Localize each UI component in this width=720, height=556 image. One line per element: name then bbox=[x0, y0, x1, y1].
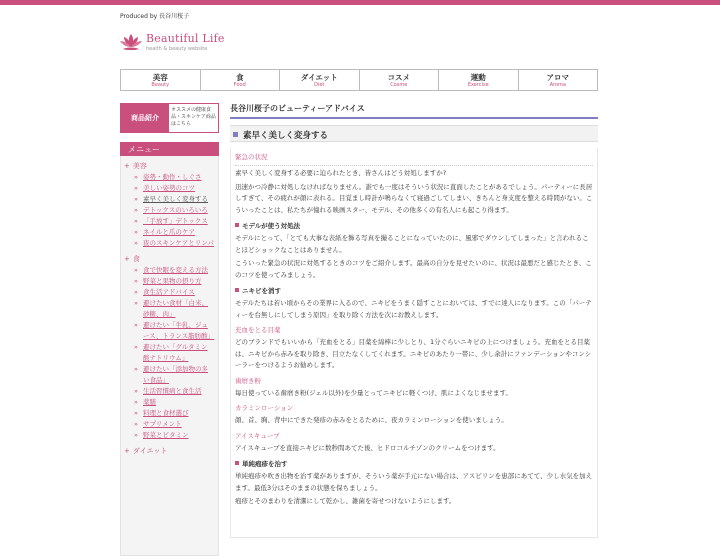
nav-label: 運動 bbox=[470, 73, 486, 82]
paragraph: 迅速かつ冷静に対処しなければなりません。誰でも一度はそういう状況に直面したことがあるでしょう。パーティーに長居しすぎて、その疲れが顔に表れる。目覚まし時計が鳴らなくて寝過ごしてしまい、きちんと身支度を整える時間がない。こういったことは、私たちが憧れる映画スター、モデル、その他多くの有名人にも起こり得ます。 bbox=[235, 182, 593, 214]
square-bullet-icon bbox=[235, 288, 239, 292]
paragraph: 顔、首、胸、背中にできた発疹の赤みをとるために、夜カラミンローションを使いましょう。 bbox=[235, 416, 508, 424]
subheading: 充血をとる目薬 bbox=[235, 326, 281, 334]
page-title: 長谷川桜子のビューティーアドバイス bbox=[230, 103, 598, 119]
paragraph: 素早く美しく変身する必要に迫られたとき、皆さんはどう対処しますか? bbox=[235, 169, 447, 177]
menu-item[interactable]: » 「手放す」デトックス bbox=[134, 216, 214, 227]
subheading: アイスキューブ bbox=[235, 431, 280, 440]
lotus-icon bbox=[119, 32, 143, 52]
nav-sublabel: Beauty bbox=[151, 82, 170, 88]
subheading-text: モデルが使う対処法 bbox=[242, 222, 301, 230]
menu-item[interactable]: » 避けたい「添加物の多い食品」 bbox=[134, 364, 214, 386]
menu-item[interactable]: » 避けたい「グルタミン酸ナトリウム」 bbox=[134, 342, 214, 364]
nav-beauty[interactable] bbox=[121, 70, 201, 90]
paragraph: どのブランドでもいいから「充血をとる」目薬を綿棒に少しとり、1分ぐらいニキビの上につけましょう。充血をとる目薬は、ニキビから赤みを取り除き、目立たなくしてくれます。ニキビのあたり一帯に、少し余計にファンデーションやコンシーラーをつけるようお勧めします。 bbox=[235, 338, 592, 369]
main-content bbox=[230, 103, 598, 538]
bullet-icon: + bbox=[124, 447, 130, 455]
menu-item[interactable]: » 薬膳 bbox=[134, 397, 214, 408]
menu-category-food[interactable] bbox=[124, 254, 214, 264]
menu-item-current[interactable]: » 素早く美しく変身する bbox=[134, 194, 214, 205]
product-banner-label: 商品紹介 bbox=[121, 104, 169, 132]
square-bullet-icon bbox=[235, 223, 239, 227]
bullet-icon: + bbox=[124, 255, 130, 263]
subheading-text: ニキビを消す bbox=[242, 287, 281, 295]
sidebar bbox=[120, 103, 219, 556]
paragraph: モデルにとって、「とても大事な表紙を飾る写真を撮ることになっていたのに、風邪でダウンしてしまった」と言われることほどショックなことはありません。 bbox=[235, 234, 589, 254]
menu-item[interactable]: » 野菜とビタミン bbox=[134, 430, 214, 441]
menu-category-beauty[interactable] bbox=[124, 161, 214, 171]
subheading bbox=[235, 459, 593, 469]
menu-item[interactable]: » 避けたい食材「白米、砂糖、肉」 bbox=[134, 298, 214, 320]
subheading bbox=[235, 221, 593, 231]
subheading: カラミンローション bbox=[235, 404, 294, 412]
nav-sublabel: Food bbox=[233, 82, 246, 88]
menu-item[interactable]: » 食で快眠を変える方法 bbox=[134, 265, 214, 276]
menu-item[interactable]: » 姿勢・動作・しぐさ bbox=[134, 172, 214, 183]
menu-item[interactable]: » 野菜と果物の摂り方 bbox=[134, 276, 214, 287]
paragraph: 疱疹とそのまわりを清潔にして乾かし、雑菌を寄せつけないようにします。 bbox=[235, 497, 456, 505]
nav-label: 食 bbox=[236, 73, 244, 82]
menu-category-label: ダイエット bbox=[132, 447, 168, 455]
menu-category-label: 美容 bbox=[132, 162, 147, 170]
article-body bbox=[230, 148, 598, 538]
menu-category-diet[interactable] bbox=[124, 446, 214, 456]
menu-item[interactable]: » 生活習慣病と食生活 bbox=[134, 386, 214, 397]
paragraph: こういった緊急の状況に対処するときのコツをご紹介します。最高の自分を見せたいのに、状況は最悪だと感じたとき、このコツを使ってみましょう。 bbox=[235, 259, 592, 279]
product-banner-desc: オススメの健康食品・スキンケア商品はこちら bbox=[171, 107, 216, 127]
section-title bbox=[230, 125, 598, 142]
nav-label: アロマ bbox=[546, 73, 569, 82]
menu-header: メニュー bbox=[120, 142, 219, 156]
produced-by-text: Produced by 長谷川桜子 bbox=[120, 13, 190, 20]
menu-list bbox=[120, 156, 219, 556]
nav-label: コスメ bbox=[387, 73, 410, 82]
subheading: 緊急の状況 bbox=[235, 153, 268, 161]
nav-label: ダイエット bbox=[300, 73, 338, 82]
menu-item[interactable]: » 夜のスキンケアとリンパ bbox=[134, 238, 214, 249]
site-logo[interactable] bbox=[119, 30, 229, 56]
section-title-text: 素早く美しく変身する bbox=[243, 131, 329, 141]
global-nav bbox=[120, 69, 598, 91]
nav-food[interactable] bbox=[201, 70, 281, 90]
nav-sublabel: Diet bbox=[314, 82, 325, 88]
menu-item[interactable]: » 料理と食材選び bbox=[134, 408, 214, 419]
paragraph: 毎日使っている歯磨き粉(ジェル以外)を少量とってニキビに軽くつけ、肌によくなじませます。 bbox=[235, 388, 513, 397]
menu-item[interactable]: » 避けたい「牛乳、ジュース、トランス脂肪酸」 bbox=[134, 320, 214, 342]
logo-subtitle: health & beauty website bbox=[146, 46, 208, 52]
menu-item[interactable]: » ネイルと爪のケア bbox=[134, 227, 214, 238]
nav-label: 美容 bbox=[152, 73, 168, 82]
divider bbox=[235, 165, 593, 166]
menu-sublist-beauty bbox=[134, 172, 214, 249]
subheading-text: 単純疱疹を治す bbox=[242, 460, 288, 468]
nav-diet[interactable] bbox=[280, 70, 360, 90]
menu-item[interactable]: » サプリメント bbox=[134, 419, 214, 430]
paragraph: アイスキューブを直接ニキビに数秒間あてた後、ヒドロコルチゾンのクリームをつけます。 bbox=[235, 443, 500, 452]
nav-sublabel: Exercise bbox=[467, 82, 489, 88]
bullet-icon: + bbox=[124, 162, 130, 170]
menu-sublist-food bbox=[134, 265, 214, 441]
menu-item[interactable]: » デトックスのいろいろ bbox=[134, 205, 214, 216]
menu-item[interactable]: » 食生活アドバイス bbox=[134, 287, 214, 298]
subheading bbox=[235, 286, 593, 296]
paragraph: モデルたちは若い頃からその業界に入るので、ニキビをうまく隠すことにおいては、すでに達人になります。この「パーティーを台無しにしてしまう原因」を取り除く方法を次にお教えします。 bbox=[235, 299, 592, 319]
nav-sublabel: Cosme bbox=[390, 82, 408, 88]
top-accent-bar bbox=[0, 0, 720, 5]
nav-sublabel: Aroma bbox=[549, 82, 566, 88]
menu-category-label: 食 bbox=[132, 255, 140, 263]
square-bullet-icon bbox=[233, 132, 238, 137]
square-bullet-icon bbox=[235, 461, 239, 465]
paragraph: 単純疱疹や吹き出物を治す薬がありますが、そういう薬が手元にない場合は、アスピリンを患部にあてて、少し水気を加えます。最低3分はそのままの状態を保ちましょう。 bbox=[235, 472, 593, 492]
subheading: 歯磨き粉 bbox=[235, 376, 261, 385]
menu-item[interactable]: » 美しい姿勢のコツ bbox=[134, 183, 214, 194]
nav-aroma[interactable] bbox=[519, 70, 598, 90]
nav-exercise[interactable] bbox=[439, 70, 519, 90]
nav-cosme[interactable] bbox=[360, 70, 440, 90]
product-banner[interactable] bbox=[120, 103, 219, 133]
logo-title: Beautiful Life bbox=[146, 32, 225, 45]
